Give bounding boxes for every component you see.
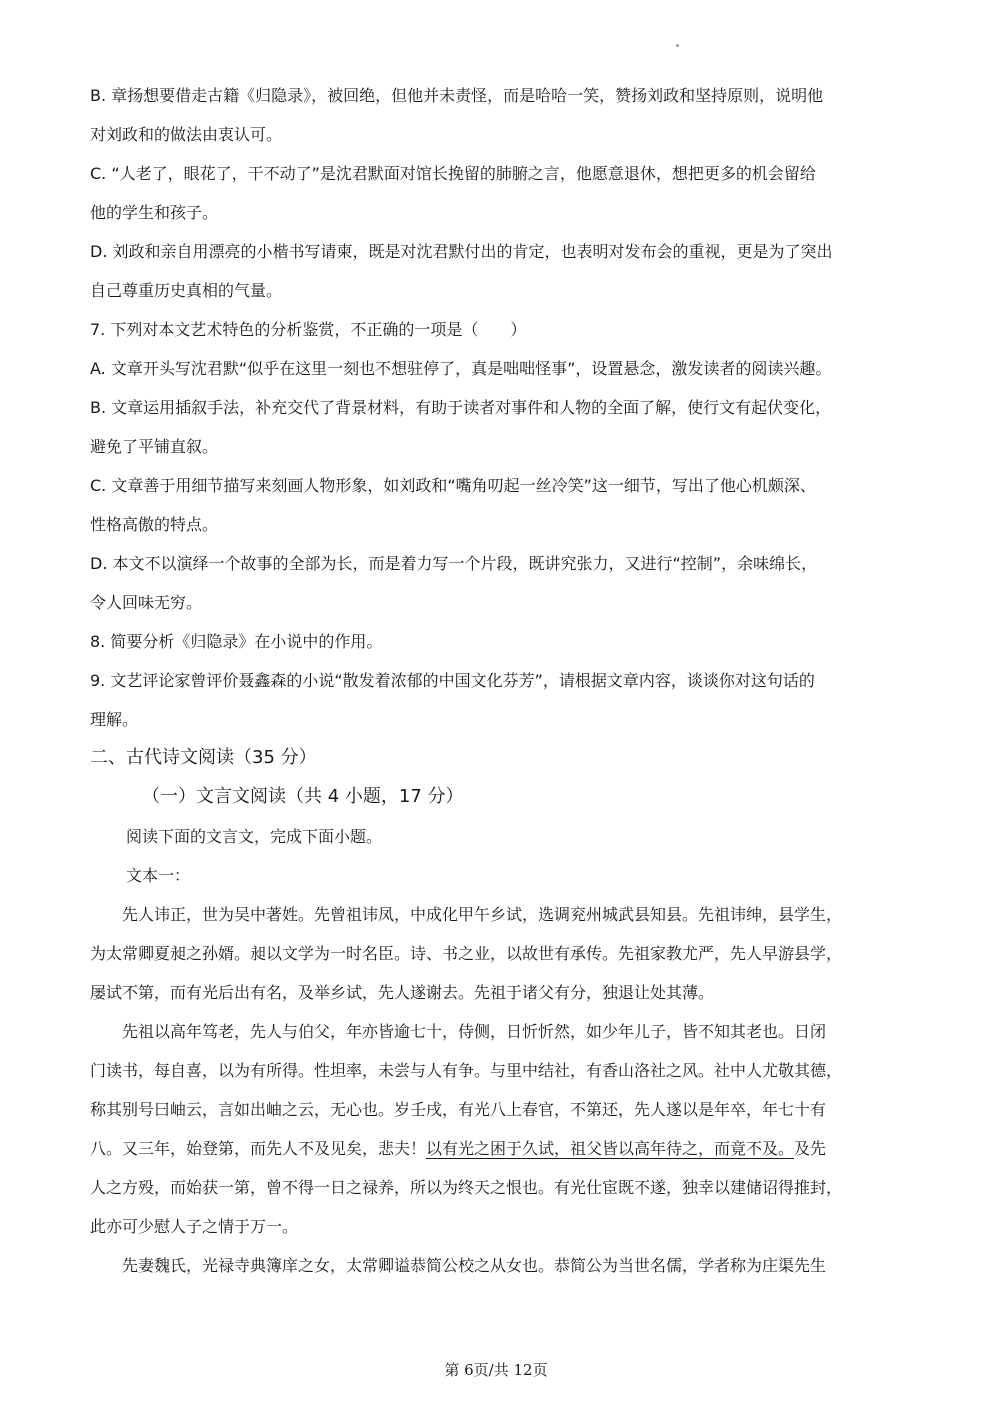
subsection-heading: （一）文言文阅读（共 4 小题，17 分） <box>142 786 464 807</box>
reading-instruction: 阅读下面的文言文，完成下面小题。 <box>126 827 383 846</box>
passage-p1-line3: 屡试不第，而有光后出有名，及举乡试，先人遂谢去。先祖于诸父有分，独退让处其薄。 <box>90 983 715 1002</box>
passage-p2-line4-end: 及先 <box>794 1139 827 1158</box>
q7-option-b-line2: 避免了平铺直叙。 <box>90 437 219 456</box>
passage-p1-line1: 先人讳正，世为吴中著姓。先曾祖讳凤，中成化甲午乡试，选调兖州城武县知县。先祖讳绅，县学生， <box>122 905 843 924</box>
q6-option-b-line2: 对刘政和的做法由衷认可。 <box>90 125 283 144</box>
q7-option-c-line1: C. 文章善于用细节描写来刻画人物形象，如刘政和“嘴角叨起一丝冷笑”这一细节，写出了他心机颇深、 <box>90 476 816 495</box>
q7-option-c-line2: 性格高傲的特点。 <box>90 515 219 534</box>
passage-p2-line4 <box>90 1139 920 1159</box>
q9-stem-line2: 理解。 <box>90 710 139 729</box>
underlined-sentence: 以有光之困于久试，祖父皆以高年待之，而竟不及。 <box>426 1139 795 1158</box>
passage-p2-line1: 先祖以高年笃老，先人与伯父，年亦皆逾七十，侍侧，日忻忻然，如少年儿子，皆不知其老也。日闭 <box>122 1022 827 1041</box>
passage-p3-line1: 先妻魏氏，光禄寺典簿庠之女，太常卿谥恭简公校之从女也。恭简公为当世名儒，学者称为庄渠先生 <box>122 1256 827 1275</box>
section-heading: 二、古代诗文阅读（35 分） <box>90 747 317 768</box>
q6-option-c-line2: 他的学生和孩子。 <box>90 203 219 222</box>
passage-p1-line2: 为太常卿夏昶之孙婿。昶以文学为一时名臣。诗、书之业，以故世有承传。先祖家教尤严，先人早游县学， <box>90 944 843 963</box>
q7-option-d-line2: 令人回味无穷。 <box>90 593 203 612</box>
q6-option-d-line2: 自己尊重历史真相的气量。 <box>90 281 283 300</box>
page-footer: 第 6页/共 12页 <box>444 1361 548 1379</box>
q8-stem: 8. 简要分析《归隐录》在小说中的作用。 <box>90 632 383 651</box>
passage-p2-line5: 人之方殁，而始获一第，曾不得一日之禄养，所以为终天之恨也。有光仕宦既不遂，独幸以建储诏得推封， <box>90 1178 843 1197</box>
q6-option-c-line1: C. “人老了，眼花了，干不动了”是沈君默面对馆长挽留的肺腑之言，他愿意退休，想把更多的机会留给 <box>90 164 816 183</box>
q9-stem-line1: 9. 文艺评论家曾评价聂鑫森的小说“散发着浓郁的中国文化芬芳”，请根据文章内容，谈谈你对这句话的 <box>90 671 815 690</box>
q7-option-a: A. 文章开头写沈君默“似乎在这里一刻也不想驻停了，真是咄咄怪事”，设置悬念，激发读者的阅读兴趣。 <box>90 359 832 378</box>
passage-p2-line6: 此亦可少慰人子之情于万一。 <box>90 1217 299 1236</box>
q7-stem: 7. 下列对本文艺术特色的分析鉴赏，不正确的一项是（ ） <box>90 320 527 339</box>
q7-option-b-line1: B. 文章运用插叙手法，补充交代了背景材料，有助于读者对事件和人物的全面了解，使行文有起伏变化， <box>90 398 832 417</box>
scan-mark <box>676 44 679 47</box>
passage-p2-line4-start: 八。又三年，始登第，而先人不及见矣，悲夫！ <box>90 1139 427 1158</box>
q6-option-b-line1: B. 章扬想要借走古籍《归隐录》，被回绝，但他并未责怪，而是哈哈一笑，赞扬刘政和坚持原则，说明他 <box>90 86 824 105</box>
q7-option-d-line1: D. 本文不以演绎一个故事的全部为长，而是着力写一个片段，既讲究张力，又进行“控制”，余味绵长， <box>90 554 818 573</box>
text-one-label: 文本一： <box>126 866 191 885</box>
passage-p2-line2: 门读书，每自喜，以为有所得。性坦率，未尝与人有争。与里中结社，有香山洛社之风。社中人尤敬其德， <box>90 1061 843 1080</box>
q6-option-d-line1: D. 刘政和亲自用漂亮的小楷书写请柬，既是对沈君默付出的肯定，也表明对发布会的重视，更是为了突出 <box>90 242 833 261</box>
passage-p2-line3: 称其别号曰岫云，言如出岫之云，无心也。岁壬戌，有光八上春官，不第还，先人遂以是年卒，年七十有 <box>90 1100 827 1119</box>
